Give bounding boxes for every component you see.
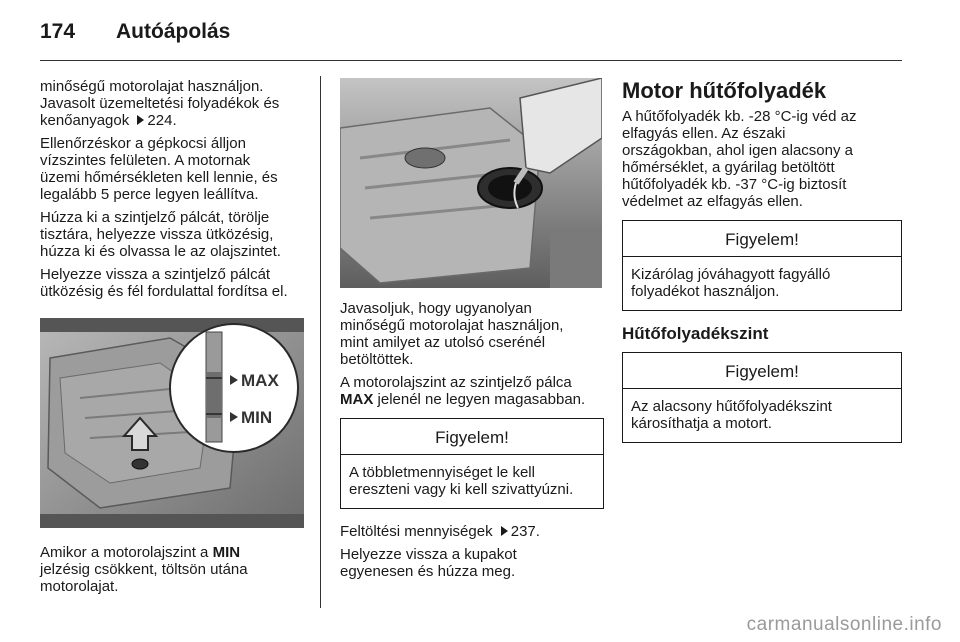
right-column	[622, 78, 902, 457]
warning-box-coolant-level	[622, 352, 902, 443]
warning-body: Az alacsony hűtőfolyadékszint károsíthatja a motort.	[631, 398, 832, 432]
watermark: carmanualsonline.info	[746, 614, 942, 635]
middle-paragraph-2	[340, 374, 604, 408]
left-column	[40, 78, 306, 306]
page-reference[interactable]: 237.	[510, 523, 540, 540]
page-reference-icon	[137, 115, 144, 125]
warning-box-antifreeze	[622, 220, 902, 311]
oil-level-text-2: jelenél ne legyen magasabban.	[377, 391, 586, 408]
max-mark-label: MAX	[241, 371, 279, 390]
header-divider	[40, 60, 902, 61]
oil-filling-illustration	[340, 78, 602, 288]
middle-paragraph-1: Javasoljuk, hogy ugyanolyan minőségű motorolajat használjon, mint amilyet az utolsó cserénél betöltöttek.	[340, 300, 564, 368]
left-paragraph-3: Húzza ki a szintjelző pálcát, törölje tisztára, helyezze vissza ütközésig, húzza ki és olvassa le az olajszintet.	[40, 209, 281, 260]
left-column-bottom	[40, 544, 306, 601]
warning-title: Figyelem!	[623, 221, 901, 257]
dipstick-illustration	[40, 318, 304, 528]
fill-quantities-text: Feltöltési mennyiségek	[340, 523, 493, 540]
middle-column	[340, 300, 604, 586]
section-heading: Motor hűtőfolyadék	[622, 78, 827, 103]
column-divider	[320, 76, 321, 608]
middle-paragraph-4: Helyezze vissza a kupakot egyenesen és húzza meg.	[340, 546, 517, 580]
left-paragraph-5	[40, 544, 306, 595]
min-level-text: Amikor a motorolajszint a	[40, 544, 209, 561]
warning-title: Figyelem!	[341, 419, 603, 455]
oil-level-text: A motorolajszint az szintjelző pálca	[340, 374, 572, 391]
left-paragraph-4: Helyezze vissza a szintjelző pálcát ütközésig és fél fordulattal fordítsa el.	[40, 266, 288, 300]
warning-title: Figyelem!	[623, 353, 901, 389]
left-paragraph-2: Ellenőrzéskor a gépkocsi álljon vízszintes felületen. A motornak üzemi hőmérsékleten kell lennie, és legalább 5 perce legyen leállítva.	[40, 135, 278, 203]
middle-paragraph-3	[340, 523, 604, 540]
oil-quality-text: minőségű motorolajat használjon. Javasolt üzemeltetési folyadékok és kenőanyagok	[40, 78, 280, 129]
warning-box-excess-oil	[340, 418, 604, 509]
max-keyword: MAX	[340, 391, 374, 408]
page-reference-icon	[501, 526, 508, 536]
page-reference[interactable]: 224.	[147, 112, 177, 129]
dipstick-engine-photo	[40, 318, 304, 528]
subsection-heading: Hűtőfolyadékszint	[622, 324, 769, 343]
left-paragraph-1	[40, 78, 306, 129]
min-mark-label: MIN	[241, 408, 273, 427]
warning-body: A többletmennyiséget le kell ereszteni vagy ki kell szivattyúzni.	[349, 464, 574, 498]
page-number: 174	[40, 20, 76, 43]
oil-filling-photo	[340, 78, 602, 288]
right-paragraph-1: A hűtőfolyadék kb. -28 °C-ig véd az elfagyás ellen. Az északi országokban, ahol igen alacsony a hőmérséklet, a gyárilag betöltött hűtőfolyadék kb. -37 °C-ig biztosít védelmet az elfagyás ellen.	[622, 108, 857, 210]
refill-text: jelzésig csökkent, töltsön utána motorolajat.	[40, 561, 248, 595]
page-title: Autóápolás	[116, 20, 231, 43]
warning-body: Kizárólag jóváhagyott fagyálló folyadékot használjon.	[631, 266, 831, 300]
min-keyword: MIN	[212, 544, 241, 561]
